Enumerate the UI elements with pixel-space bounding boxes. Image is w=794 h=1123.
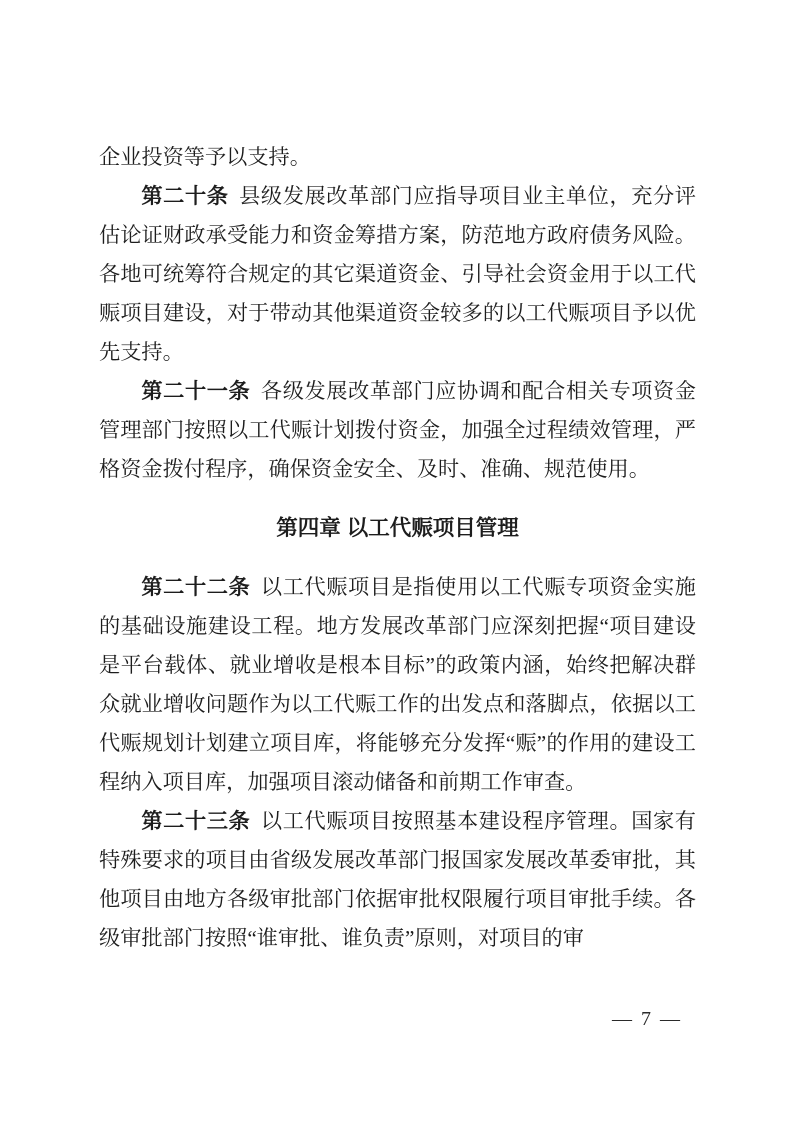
paragraph-continuation <box>99 138 696 177</box>
chapter-heading: 第四章 以工代赈项目管理 <box>276 516 519 540</box>
paragraph-article-20 <box>99 177 696 372</box>
article-21-number: 第二十一条 <box>141 380 251 403</box>
paragraph-article-22 <box>99 568 696 802</box>
article-20-number: 第二十条 <box>141 185 229 208</box>
paragraph-article-23 <box>99 802 696 958</box>
paragraph-text: 企业投资等予以支持。 <box>99 145 311 169</box>
article-20-text: 县级发展改革部门应指导项目业主单位，充分评估论证财政承受能力和资金筹措方案，防范地方政府债务风险。各地可统筹符合规定的其它渠道资金、引导社会资金用于以工代赈项目建设，对于带动其他渠道资金较多的以工代赈项目予以优先支持。 <box>99 184 696 364</box>
article-22-number: 第二十二条 <box>141 576 251 599</box>
document-body <box>99 138 696 958</box>
article-23-text: 以工代赈项目按照基本建设程序管理。国家有特殊要求的项目由省级发展改革部门报国家发展改革委审批，其他项目由地方各级审批部门依据审批权限履行项目审批手续。各级审批部门按照“谁审批、谁负责”原则，对项目的审 <box>99 809 696 950</box>
article-22-text: 以工代赈项目是指使用以工代赈专项资金实施的基础设施建设工程。地方发展改革部门应深刻把握“项目建设是平台载体、就业增收是根本目标”的政策内涵，始终把解决群众就业增收问题作为以工代赈工作的出发点和落脚点，依据以工代赈规划计划建立项目库，将能够充分发挥“赈”的作用的建设工程纳入项目库，加强项目滚动储备和前期工作审查。 <box>99 575 696 794</box>
article-23-number: 第二十三条 <box>141 810 251 833</box>
paragraph-article-21 <box>99 372 696 489</box>
page-number: — 7 — <box>612 1008 682 1030</box>
article-21-text: 各级发展改革部门应协调和配合相关专项资金管理部门按照以工代赈计划拨付资金，加强全过程绩效管理，严格资金拨付程序，确保资金安全、及时、准确、规范使用。 <box>99 379 696 481</box>
